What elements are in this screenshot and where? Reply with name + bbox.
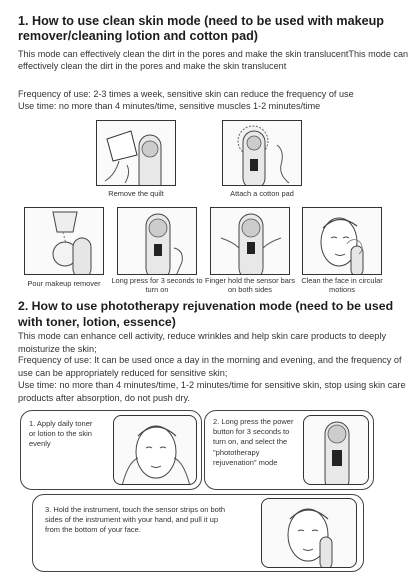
caption-long-press: Long press for 3 seconds to turn on bbox=[111, 276, 203, 294]
section2-use-time: Use time: no more than 4 minutes/time, 1-2 minutes/time for sensitive skin, stop using skin care products after absorption, do not push dry. bbox=[18, 380, 406, 403]
attach-cotton-pad-illustration bbox=[222, 120, 302, 186]
apply-toner-illustration bbox=[113, 415, 197, 485]
caption-face-clean: Clean the face in circular motions bbox=[301, 276, 383, 294]
lift-face-illustration bbox=[261, 498, 357, 568]
section2-description: This mode can enhance cell activity, reduce wrinkles and help skin care products to deeply moisturize the skin; bbox=[18, 331, 387, 354]
caption-pour-remover: Pour makeup remover bbox=[27, 279, 101, 288]
power-button-illustration bbox=[303, 415, 369, 485]
caption-finger-hold: Finger hold the sensor bars on both sides bbox=[205, 276, 295, 294]
caption-attach-pad: Attach a cotton pad bbox=[230, 189, 294, 198]
section2-frequency: Frequency of use: It can be used once a day in the morning and evening, and the frequency of use can be appropriately reduced for sensitive skin; bbox=[18, 355, 402, 378]
step-box-3 bbox=[32, 494, 364, 572]
remove-film-illustration bbox=[96, 120, 176, 186]
section1-use-time: Use time: no more than 4 minutes/time, sensitive muscles 1-2 minutes/time bbox=[18, 101, 321, 111]
face-clean-illustration bbox=[302, 207, 382, 275]
step-2-text: 2. Long press the power button for 3 seconds to turn on, and select the "phototherapy rejuvenation" mode bbox=[213, 417, 294, 467]
long-press-illustration bbox=[117, 207, 197, 275]
pour-remover-illustration bbox=[24, 207, 104, 275]
step-box-1 bbox=[20, 410, 202, 490]
finger-hold-illustration bbox=[210, 207, 290, 275]
section2-title: 2. How to use phototherapy rejuvenation mode (need to be used with toner, lotion, essence) bbox=[18, 299, 394, 329]
section1-title: 1. How to use clean skin mode (need to be used with makeup remover/cleaning lotion and cotton pad) bbox=[18, 14, 384, 43]
step-box-2 bbox=[204, 410, 374, 490]
section1-description: This mode can effectively clean the dirt in the pores and make the skin translucentThis mode can effectively clean the dirt in the pores and make the skin translucent bbox=[18, 49, 409, 72]
step-1-text: 1. Apply daily toner or lotion to the skin evenly bbox=[29, 419, 93, 449]
caption-remove-film: Remove the quilt bbox=[108, 189, 164, 198]
step-3-text: 3. Hold the instrument, touch the sensor strips on both sides of the instrument with your hand, and pull it up from the bottom of your face. bbox=[45, 505, 226, 535]
section1-frequency: Frequency of use: 2-3 times a week, sensitive skin can reduce the frequency of use bbox=[18, 89, 354, 99]
